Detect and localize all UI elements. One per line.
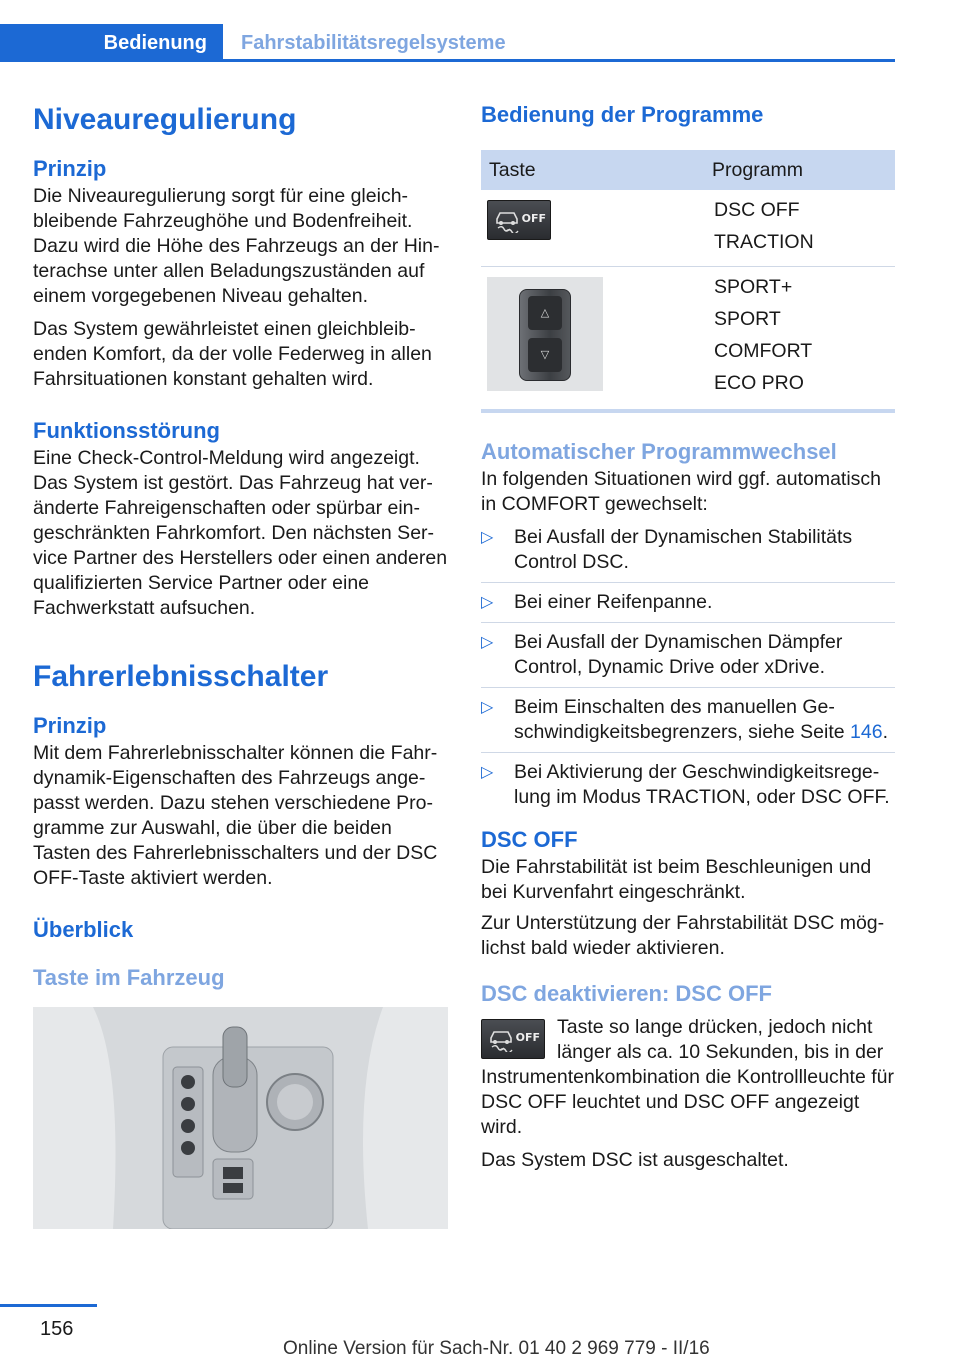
list-item-text: Bei Aktivierung der Geschwindigkeitsregelung im Modus TRACTION, oder DSC OFF.	[514, 761, 890, 808]
table-cell-taste	[481, 190, 704, 267]
table-cell-taste	[481, 267, 704, 410]
triangle-bullet-icon: ▷	[481, 699, 494, 716]
car-skid-icon	[494, 207, 520, 233]
heading-taste-im-fahrzeug: Taste im Fahrzeug	[33, 965, 225, 990]
list-item	[481, 525, 895, 583]
paragraph-deaktivieren-2: Das System DSC ist ausgeschaltet.	[481, 1149, 789, 1171]
program-value: DSC OFF	[714, 199, 800, 221]
table-cell-programm	[704, 267, 895, 410]
program-value: ECO PRO	[714, 372, 804, 394]
page-header	[0, 24, 895, 64]
paragraph-deaktivieren: Taste so lange drücken, jedoch nicht länger als ca. 10 Sekunden, bis in der Instrumentenkombination die Kontrollleuchte für DSC OFF leuchtet und DSC OFF angezeigt wird.	[481, 1016, 894, 1138]
list-item-text: Bei Ausfall der Dynamischen Dämpfer Control, Dynamic Drive oder xDrive.	[514, 631, 843, 678]
heading-prinzip-fahrer: Prinzip	[33, 713, 107, 738]
right-column	[481, 100, 895, 1173]
table-cell-programm	[704, 190, 895, 267]
list-item	[481, 760, 895, 817]
subsection-title[interactable]: Fahrstabilitätsregelsysteme	[241, 32, 506, 54]
list-item	[481, 695, 895, 753]
footer-rule	[0, 1304, 97, 1307]
arrow-down-icon: ▽	[528, 338, 562, 372]
table-bottom-rule	[481, 409, 895, 413]
list-item-text: Bei einer Reifenpanne.	[514, 591, 713, 613]
heading-bedienung-programme: Bedienung der Programme	[481, 102, 764, 127]
off-label: OFF	[515, 1031, 540, 1044]
list-item-text-end: .	[882, 721, 888, 743]
heading-ueberblick: Überblick	[33, 917, 134, 942]
heading-funktionsstoerung: Funktionsstörung	[33, 418, 220, 443]
heading-automatischer-programmwechsel: Automatischer Programmwechsel	[481, 439, 837, 464]
switch-housing	[519, 289, 571, 381]
program-value: SPORT	[714, 308, 781, 330]
list-item-text: Beim Einschalten des manuellen Geschwindigkeitsbegrenzers, siehe Seite	[514, 696, 851, 743]
bullet-list	[481, 525, 895, 817]
online-version-note: Online Version für Sach-Nr. 01 40 2 969 779 - II/16	[283, 1338, 710, 1359]
triangle-bullet-icon: ▷	[481, 529, 494, 546]
heading-dsc-off: DSC OFF	[481, 827, 578, 852]
table-header-programm: Programm	[704, 150, 895, 190]
heading-prinzip-niveau: Prinzip	[33, 156, 107, 181]
paragraph-niveau-2: Das System gewährleistet einen gleichbleibenden Komfort, da der volle Federweg in allen Fahrsituationen konstant gehalten wird.	[33, 318, 432, 390]
program-table	[481, 150, 895, 409]
paragraph-fahrerlebnisschalter: Mit dem Fahrerlebnisschalter können die Fahrdynamik-Eigenschaften des Fahrzeugs angepasst werden. Dazu stehen verschiedene Programme zur Auswahl, die über die beiden Tasten des Fahrerlebnisschalters und der DSC OFF-Taste aktiviert werden.	[33, 742, 438, 889]
header-rule	[223, 59, 895, 62]
car-skid-icon	[488, 1026, 514, 1052]
list-item	[481, 630, 895, 688]
table-header-taste: Taste	[481, 150, 704, 190]
triangle-bullet-icon: ▷	[481, 634, 494, 651]
program-value: SPORT+	[714, 276, 793, 298]
heading-niveauregulierung: Niveauregulierung	[33, 103, 297, 136]
paragraph-niveau-1: Die Niveauregulierung sorgt für eine gleichbleibende Fahrzeughöhe und Bodenfreiheit. Dazu wird die Höhe des Fahrzeugs an der Hinterachse unter allen Beladungszuständen auf einem vorgegebenen Niveau gehalten.	[33, 185, 440, 307]
deaktivieren-block	[481, 1015, 895, 1140]
paragraph-auto: In folgenden Situationen wird ggf. automatisch in COMFORT gewechselt:	[481, 468, 882, 515]
arrow-up-icon: △	[528, 296, 562, 330]
paragraph-dsc-1: Die Fahrstabilität ist beim Beschleunigen und bei Kurvenfahrt eingeschränkt.	[481, 856, 872, 903]
dsc-off-button-icon	[487, 200, 551, 240]
table-row	[481, 190, 895, 267]
center-console-illustration	[33, 1007, 448, 1229]
heading-dsc-deaktivieren: DSC deaktivieren: DSC OFF	[481, 981, 772, 1006]
section-tab[interactable]: Bedienung	[0, 24, 223, 62]
program-value: TRACTION	[714, 231, 814, 253]
dsc-off-button-icon	[481, 1019, 545, 1059]
left-column	[33, 100, 448, 1229]
driving-experience-switch-icon	[487, 277, 603, 391]
triangle-bullet-icon: ▷	[481, 764, 494, 781]
off-label: OFF	[521, 212, 546, 225]
page-number: 156	[40, 1318, 74, 1340]
list-item	[481, 590, 895, 623]
paragraph-dsc-2: Zur Unterstützung der Fahrstabilität DSC möglichst bald wieder aktivieren.	[481, 912, 885, 959]
paragraph-funktionsstoerung: Eine Check-Control-Meldung wird angezeigt. Das System ist gestört. Das Fahrzeug hat veränderte Fahreigenschaften oder spürbar eingeschränkten Fahrkomfort. Den nächsten Service Partner des Herstellers oder einen anderen qualifizierten Service Partner oder eine Fachwerkstatt aufsuchen.	[33, 447, 448, 619]
program-value: COMFORT	[714, 340, 813, 362]
page-reference-link[interactable]: 146	[850, 721, 883, 743]
center-console-photo	[33, 1007, 448, 1229]
triangle-bullet-icon: ▷	[481, 594, 494, 611]
table-row	[481, 267, 895, 410]
list-item-text: Bei Ausfall der Dynamischen Stabilitäts Control DSC.	[514, 526, 853, 573]
heading-fahrerlebnisschalter: Fahrerlebnisschalter	[33, 660, 329, 693]
